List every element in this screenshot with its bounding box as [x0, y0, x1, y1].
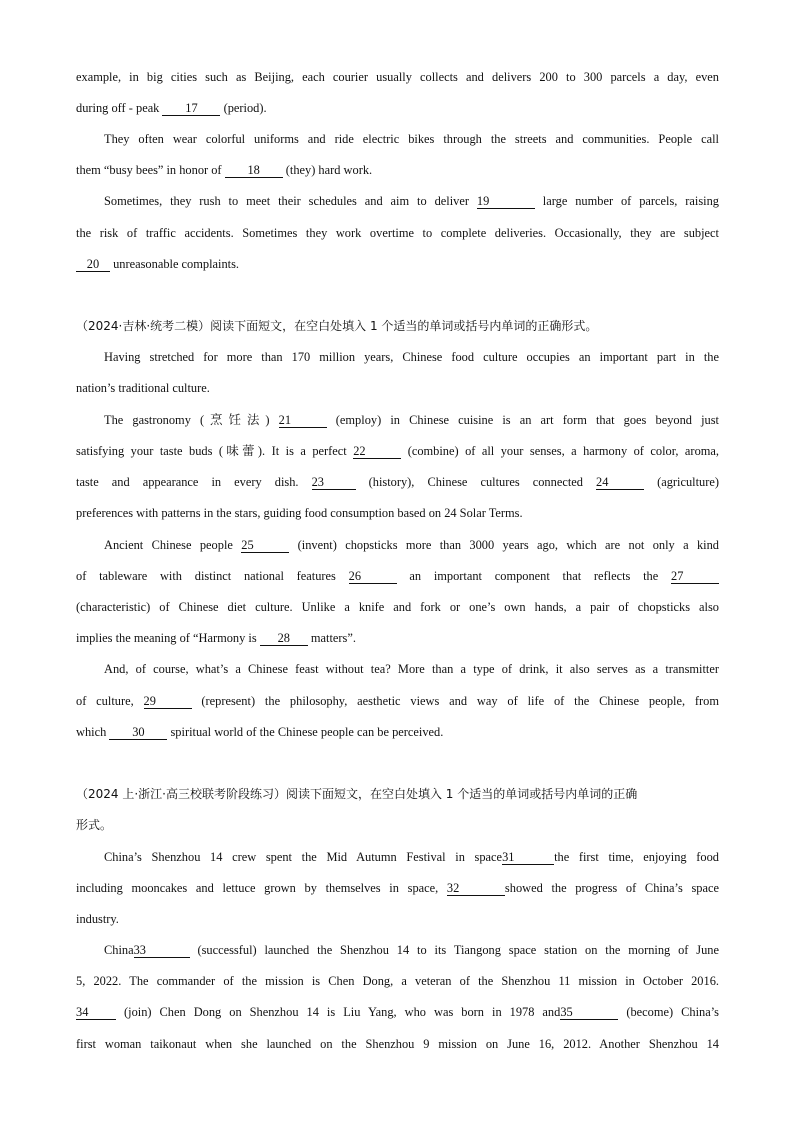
- text-line: [76, 505, 719, 521]
- text-line: [104, 849, 719, 865]
- text-run: first woman taikonaut when she launched on the Shenzhou 9 mission on June 16, 2012. Another Shenzhou 14: [76, 1037, 719, 1051]
- text-run: (characteristic) of Chinese diet culture. Unlike a knife and fork or one’s own hands, a pair of chopsticks also: [76, 600, 719, 614]
- answer-blank-32[interactable]: 32: [447, 881, 505, 896]
- answer-blank-28[interactable]: 28: [260, 631, 308, 646]
- text-line: [76, 599, 719, 615]
- section-heading-continued: 形式。: [76, 818, 113, 832]
- text-line: [104, 349, 719, 365]
- section-heading: （2024·吉林·统考二模）阅读下面短文，在空白处填入 1 个适当的单词或括号内单词的正确形式。: [76, 319, 598, 333]
- text-line: [76, 568, 719, 584]
- text-run: nation’s traditional culture.: [76, 381, 210, 395]
- answer-blank-31[interactable]: 31: [502, 850, 554, 865]
- text-run: They often wear colorful uniforms and ride electric bikes through the streets and communities. People call: [104, 132, 719, 146]
- text-line: [76, 474, 719, 490]
- text-line: [76, 69, 719, 85]
- text-run: matters”.: [307, 631, 356, 645]
- text-run: (invent) chopsticks more than 3000 years ago, which are not only a kind: [289, 538, 719, 552]
- answer-blank-29[interactable]: 29: [144, 694, 192, 709]
- text-run: (history), Chinese cultures connected: [355, 475, 597, 489]
- text-run: China’s Shenzhou 14 crew spent the Mid Autumn Festival in space: [104, 850, 503, 864]
- text-run: Ancient Chinese people: [104, 538, 242, 552]
- text-run: the first time, enjoying food: [554, 850, 719, 864]
- text-run: during off - peak: [76, 101, 163, 115]
- text-run: (represent) the philosophy, aesthetic views and way of life of the Chinese people, from: [191, 694, 719, 708]
- text-run: including mooncakes and lettuce grown by themselves in space,: [76, 881, 447, 895]
- text-line: [76, 443, 719, 459]
- answer-blank-35[interactable]: 35: [560, 1005, 618, 1020]
- answer-blank-27[interactable]: 27: [671, 569, 719, 584]
- answer-blank-23[interactable]: 23: [312, 475, 356, 490]
- text-run: (they) hard work.: [282, 163, 373, 177]
- text-run: And, of course, what’s a Chinese feast without tea? More than a type of drink, it also serves as a transmitter: [104, 662, 719, 676]
- text-run: satisfying your taste buds (味蕾). It is a perfect: [76, 444, 354, 458]
- text-line: [104, 661, 719, 677]
- text-line: [76, 225, 719, 241]
- text-line: [104, 942, 719, 958]
- text-run: implies the meaning of “Harmony is: [76, 631, 260, 645]
- text-run: 5, 2022. The commander of the mission is Chen Dong, a veteran of the Shenzhou 11 mission in October 2016.: [76, 974, 719, 988]
- text-run: (become) China’s: [618, 1005, 719, 1019]
- text-line: [76, 256, 719, 272]
- text-line: [76, 162, 719, 178]
- text-run: (successful) launched the Shenzhou 14 to its Tiangong space station on the morning of June: [189, 943, 719, 957]
- text-run: (employ) in Chinese cuisine is an art form that goes beyond just: [326, 413, 719, 427]
- text-run: of tableware with distinct national features: [76, 569, 349, 583]
- text-run: preferences with patterns in the stars, guiding food consumption based on 24 Solar Terms.: [76, 506, 523, 520]
- text-run: showed the progress of China’s space: [504, 881, 719, 895]
- text-run: China: [104, 943, 134, 957]
- text-run: Sometimes, they rush to meet their schedules and aim to deliver: [104, 194, 477, 208]
- text-line: [76, 1004, 719, 1020]
- text-run: (join) Chen Dong on Shenzhou 14 is Liu Yang, who was born in 1978 and: [116, 1005, 561, 1019]
- text-run: them “busy bees” in honor of: [76, 163, 225, 177]
- section-heading: （2024 上·浙江·高三校联考阶段练习）阅读下面短文，在空白处填入 1 个适当的单词或括号内单词的正确: [76, 787, 638, 801]
- text-line: [76, 1036, 719, 1052]
- text-run: the risk of traffic accidents. Sometimes they work overtime to complete deliveries. Occasionally, they are subject: [76, 226, 719, 240]
- text-line: [76, 630, 719, 646]
- text-run: (agriculture): [644, 475, 719, 489]
- answer-blank-25[interactable]: 25: [241, 538, 289, 553]
- text-run: an important component that reflects the: [396, 569, 671, 583]
- text-line: [76, 100, 719, 116]
- text-run: large number of parcels, raising: [534, 194, 720, 208]
- text-run: The gastronomy (烹饪法): [104, 413, 279, 427]
- answer-blank-22[interactable]: 22: [353, 444, 401, 459]
- text-run: (combine) of all your senses, a harmony of color, aroma,: [401, 444, 719, 458]
- answer-blank-30[interactable]: 30: [109, 725, 167, 740]
- text-run: (period).: [220, 101, 267, 115]
- text-line: [76, 880, 719, 896]
- text-run: of culture,: [76, 694, 144, 708]
- answer-blank-20[interactable]: 20: [76, 257, 110, 272]
- text-run: spiritual world of the Chinese people can be perceived.: [167, 725, 444, 739]
- text-line: [104, 131, 719, 147]
- text-run: unreasonable complaints.: [110, 257, 240, 271]
- answer-blank-26[interactable]: 26: [349, 569, 397, 584]
- text-run: industry.: [76, 912, 119, 926]
- text-line: [76, 973, 719, 989]
- text-line: [76, 724, 719, 740]
- text-run: which: [76, 725, 110, 739]
- answer-blank-21[interactable]: 21: [279, 413, 327, 428]
- answer-blank-18[interactable]: 18: [225, 163, 283, 178]
- text-line: [104, 537, 719, 553]
- answer-blank-24[interactable]: 24: [596, 475, 644, 490]
- answer-blank-34[interactable]: 34: [76, 1005, 116, 1020]
- answer-blank-17[interactable]: 17: [162, 101, 220, 116]
- text-line: [76, 380, 719, 396]
- answer-blank-33[interactable]: 33: [134, 943, 190, 958]
- text-run: example, in big cities such as Beijing, each courier usually collects and delivers 200 to 300 parcels a day, even: [76, 70, 719, 84]
- text-line: [76, 693, 719, 709]
- answer-blank-19[interactable]: 19: [477, 194, 535, 209]
- text-line: [104, 193, 719, 209]
- text-line: [76, 911, 719, 927]
- text-run: Having stretched for more than 170 million years, Chinese food culture occupies an important part in the: [104, 350, 719, 364]
- text-line: [104, 412, 719, 428]
- text-run: taste and appearance in every dish.: [76, 475, 312, 489]
